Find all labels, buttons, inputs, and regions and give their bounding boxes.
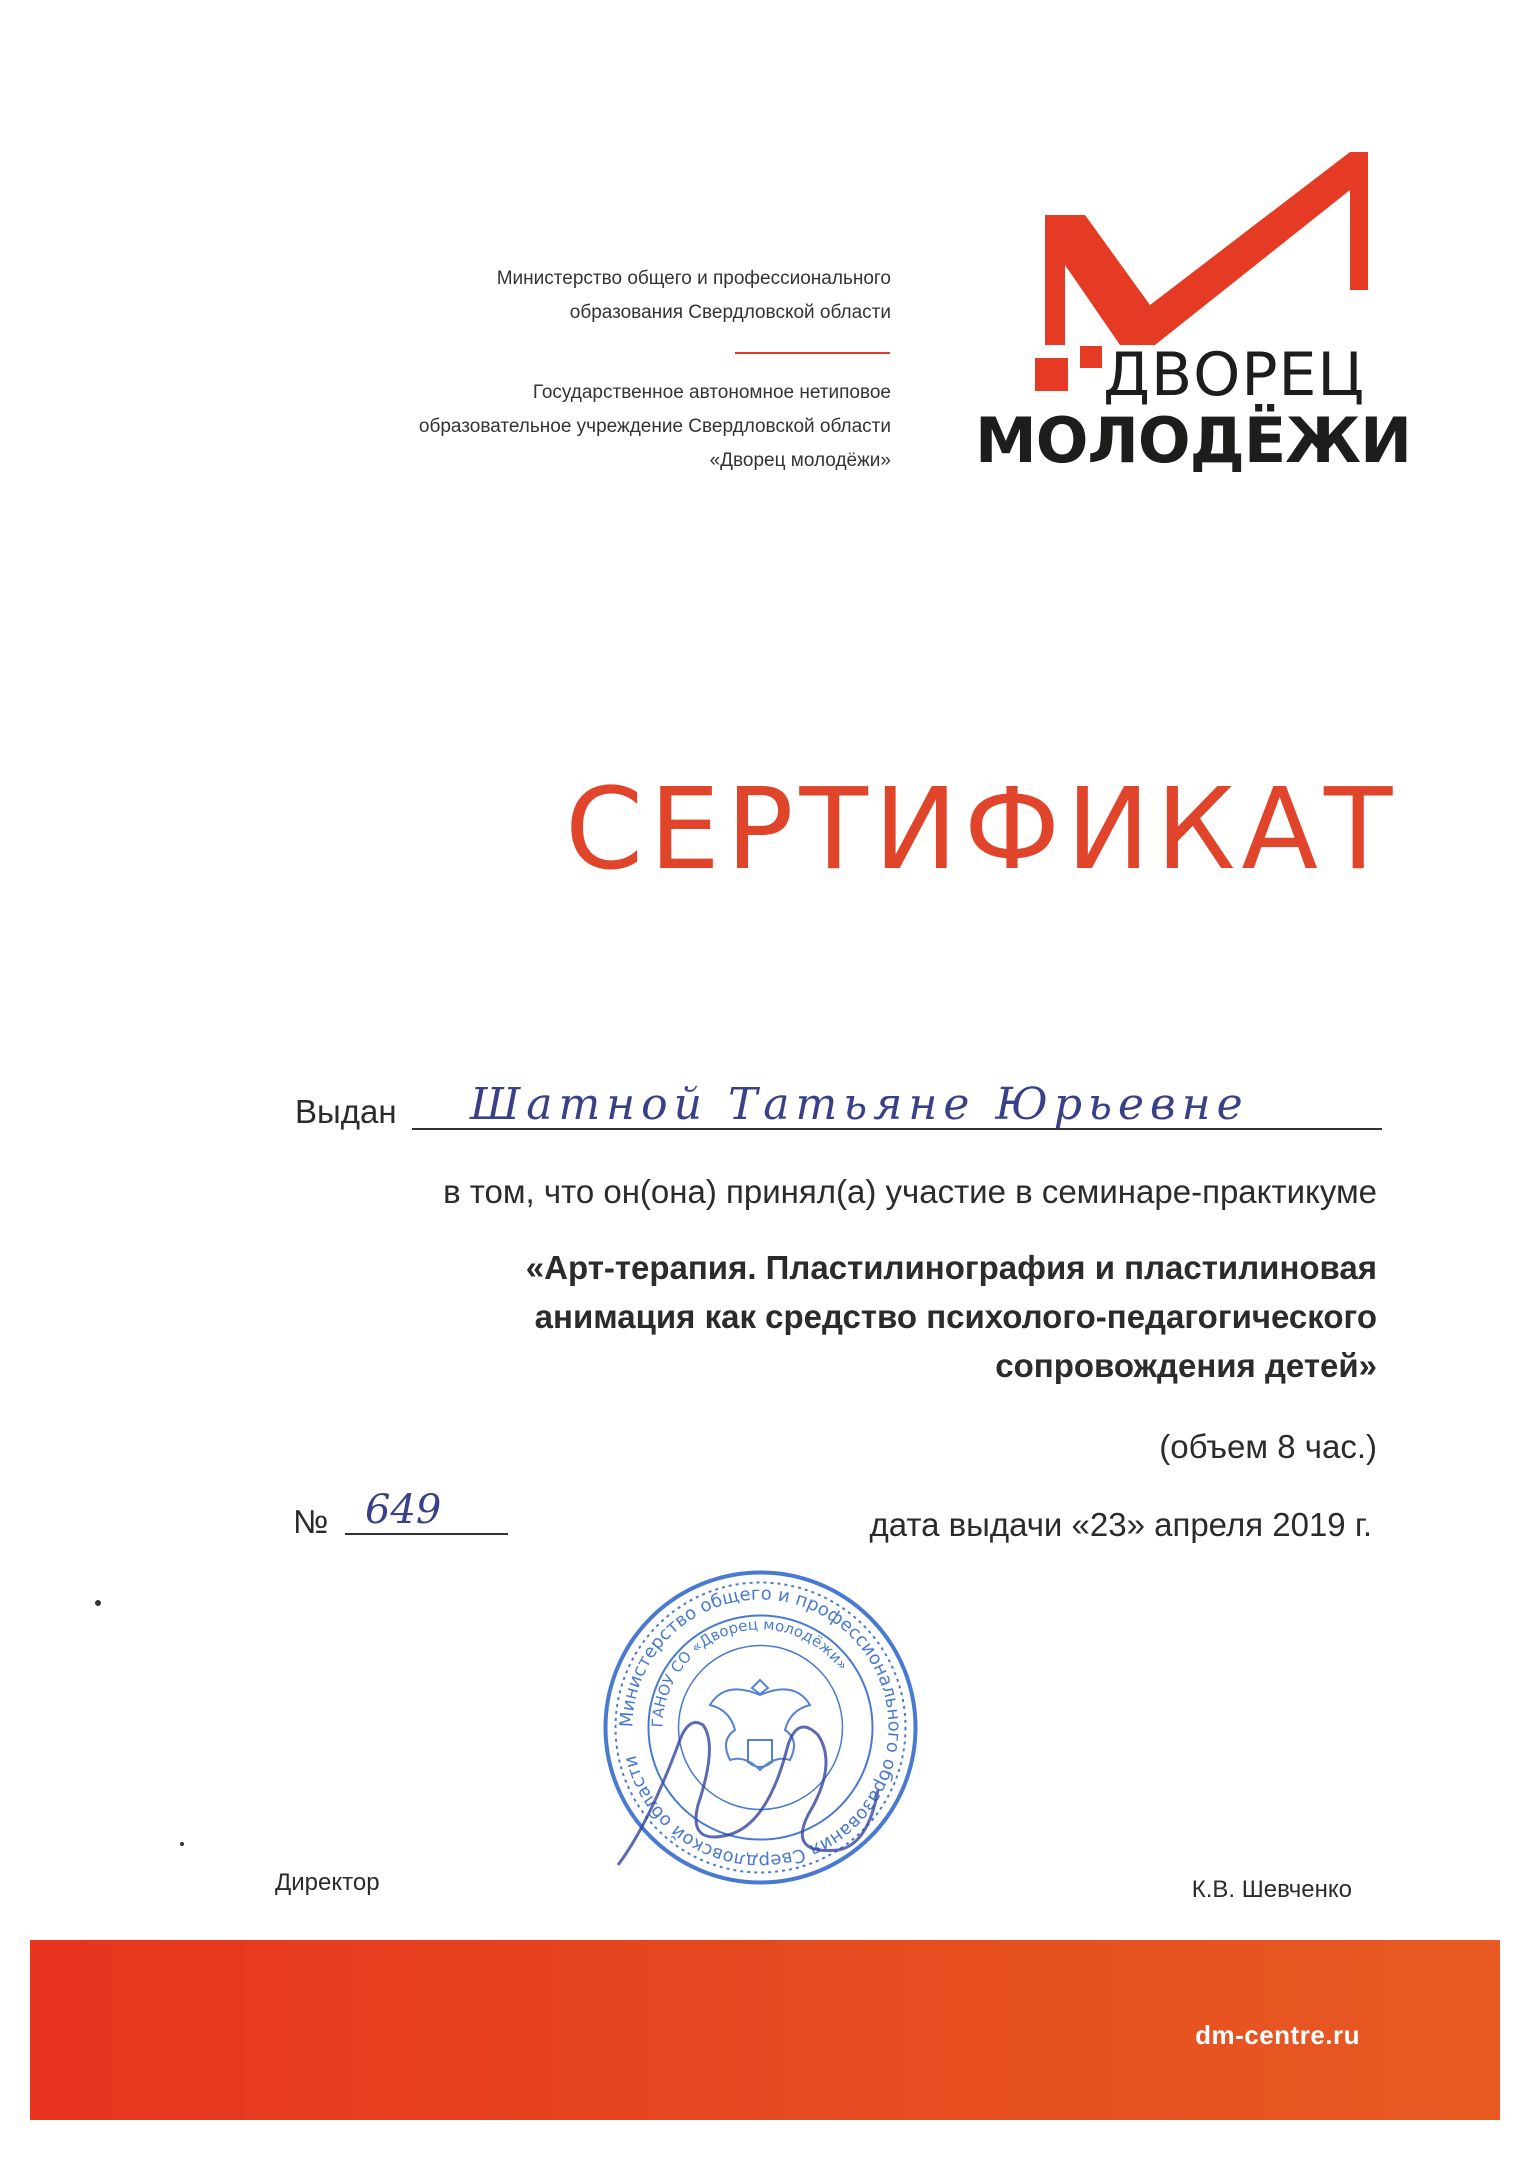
certificate-title: СЕРТИФИКАТ	[565, 765, 1399, 895]
number-underline	[345, 1533, 508, 1535]
website-link[interactable]: dm-centre.ru	[1195, 2020, 1360, 2050]
header-divider	[735, 352, 890, 354]
issued-label: Выдан	[295, 1093, 397, 1130]
volume-text: (объем 8 час.)	[1159, 1428, 1377, 1465]
official-seal-icon	[598, 1565, 923, 1890]
footer-band	[30, 1940, 1500, 2120]
stamp-outer-text: Министерство общего и профессионального образования Свердловской области	[616, 1583, 905, 1872]
stamp-inner-text: ГАНОУ СО «Дворец молодёжи»	[648, 1615, 852, 1728]
participation-text: в том, что он(она) принял(а) участие в семинаре-практикуме	[443, 1173, 1377, 1210]
scan-speck	[95, 1600, 101, 1606]
org-line: «Дворец молодёжи»	[709, 450, 891, 471]
logo-line-2: МОЛОДЁЖИ	[975, 404, 1411, 477]
ministry-block	[497, 262, 891, 330]
seminar-title	[277, 1243, 1377, 1390]
ministry-line: Министерство общего и профессионального	[496, 268, 891, 289]
issue-date: дата выдачи «23» апреля 2019 г.	[869, 1506, 1372, 1543]
seminar-line: «Арт-терапия. Пластилинография и пластилиновая	[525, 1249, 1377, 1286]
number-label: №	[293, 1503, 329, 1540]
org-line: образовательное учреждение Свердловской области	[418, 416, 891, 437]
recipient-name: Шатной Татьяне Юрьевне	[470, 1079, 1249, 1130]
logo-line-1: ДВОРЕЦ	[1103, 340, 1365, 410]
certificate-number: 649	[365, 1487, 442, 1533]
organization-block	[419, 376, 891, 478]
director-label: Директор	[275, 1869, 380, 1896]
seminar-line: анимация как средство психолого-педагогического	[534, 1298, 1377, 1335]
director-name: К.В. Шевченко	[1191, 1876, 1352, 1903]
seminar-line: сопровождения детей»	[995, 1347, 1377, 1384]
ministry-line: образования Свердловской области	[569, 302, 891, 323]
scan-speck	[180, 1842, 184, 1846]
org-line: Государственное автономное нетиповое	[532, 382, 891, 403]
